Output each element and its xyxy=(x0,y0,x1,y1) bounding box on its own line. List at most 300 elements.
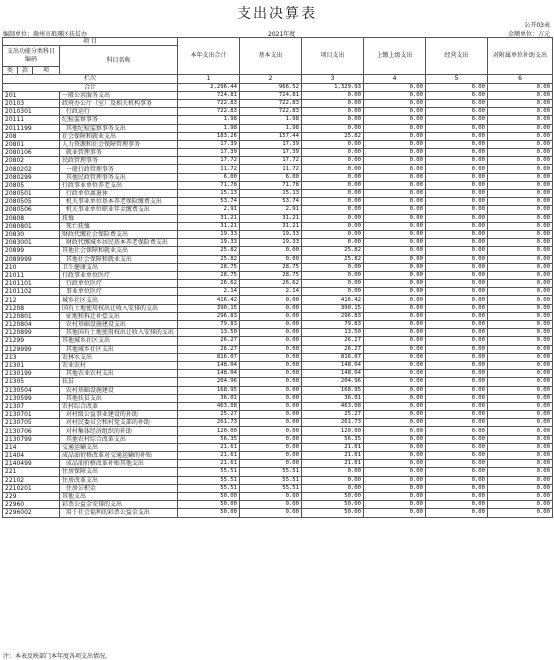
row-code: 2080801 xyxy=(3,222,60,230)
row-name: 住房改革支出 xyxy=(60,476,178,484)
row-value: 0.00 xyxy=(302,484,364,492)
row-value: 17.39 xyxy=(240,149,302,157)
row-value: 0.00 xyxy=(426,353,488,361)
row-value: 21.61 xyxy=(302,443,364,451)
row-value: 0.00 xyxy=(426,370,488,378)
row-value: 722.83 xyxy=(178,99,240,107)
row-value: 0.00 xyxy=(364,337,426,345)
row-name: 农村综合改革 xyxy=(60,402,178,410)
row-value: 0.00 xyxy=(364,165,426,173)
row-value: 17.72 xyxy=(178,157,240,165)
row-value: 26.27 xyxy=(302,345,364,353)
col-header-basic: 基本支出 xyxy=(240,38,302,75)
col-num-3: 3 xyxy=(302,75,364,83)
row-value: 0.00 xyxy=(426,149,488,157)
row-value: 463.08 xyxy=(302,402,364,410)
row-value: 157.44 xyxy=(240,132,302,140)
row-value: 0.00 xyxy=(488,296,553,304)
row-value: 168.95 xyxy=(302,386,364,394)
total-value: 0.00 xyxy=(488,83,553,91)
row-value: 2.14 xyxy=(178,288,240,296)
row-value: 50.00 xyxy=(302,492,364,500)
row-value: 0.00 xyxy=(488,181,553,189)
row-name: 事业单位医疗 xyxy=(60,288,178,296)
row-value: 0.00 xyxy=(364,329,426,337)
row-code: 2130799 xyxy=(3,435,60,443)
row-value: 0.00 xyxy=(426,255,488,263)
row-name: 农村基础设施建设 xyxy=(60,386,178,394)
row-value: 0.00 xyxy=(488,476,553,484)
row-name: 其他纪检监察事务支出 xyxy=(60,124,178,132)
row-code: 2010301 xyxy=(3,108,60,116)
row-value: 0.00 xyxy=(364,501,426,509)
row-name: 一般公共服务支出 xyxy=(60,91,178,99)
row-value: 55.51 xyxy=(178,476,240,484)
table-row xyxy=(3,304,553,312)
row-value: 0.00 xyxy=(364,378,426,386)
row-value: 0.00 xyxy=(488,443,553,451)
row-value: 0.00 xyxy=(240,419,302,427)
row-value: 0.00 xyxy=(426,468,488,476)
row-value: 55.51 xyxy=(178,484,240,492)
table-row xyxy=(3,378,553,386)
row-value: 1.98 xyxy=(178,116,240,124)
table-row xyxy=(3,140,553,148)
table-row xyxy=(3,509,553,517)
row-name: 其他支出 xyxy=(60,492,178,500)
table-row xyxy=(3,452,553,460)
row-code: 20802 xyxy=(3,157,60,165)
row-value: 0.00 xyxy=(364,132,426,140)
row-value: 0.00 xyxy=(488,206,553,214)
row-value: 0.00 xyxy=(488,173,553,181)
table-row xyxy=(3,361,553,369)
row-value: 0.00 xyxy=(364,116,426,124)
row-code: 2083001 xyxy=(3,239,60,247)
row-value: 261.73 xyxy=(302,419,364,427)
row-value: 25.82 xyxy=(178,247,240,255)
row-value: 0.00 xyxy=(302,214,364,222)
row-value: 0.00 xyxy=(426,443,488,451)
row-name: 卫生健康支出 xyxy=(60,263,178,271)
table-row xyxy=(3,190,553,198)
row-value: 28.75 xyxy=(178,271,240,279)
row-value: 0.00 xyxy=(302,165,364,173)
row-value: 120.00 xyxy=(302,427,364,435)
row-value: 17.39 xyxy=(178,140,240,148)
row-value: 0.00 xyxy=(426,394,488,402)
row-value: 17.39 xyxy=(178,149,240,157)
row-value: 0.00 xyxy=(240,337,302,345)
row-value: 148.04 xyxy=(178,361,240,369)
table-row xyxy=(3,501,553,509)
row-code: 2080501 xyxy=(3,190,60,198)
row-value: 722.83 xyxy=(178,108,240,116)
row-value: 0.00 xyxy=(488,157,553,165)
col-header-project: 项目支出 xyxy=(302,38,364,75)
row-value: 0.00 xyxy=(240,353,302,361)
row-value: 2.14 xyxy=(240,288,302,296)
row-value: 6.00 xyxy=(178,173,240,181)
row-value: 0.00 xyxy=(364,214,426,222)
row-code: 201 xyxy=(3,91,60,99)
row-value: 53.74 xyxy=(178,198,240,206)
row-value: 0.00 xyxy=(364,509,426,517)
row-value: 0.00 xyxy=(302,181,364,189)
row-value: 0.00 xyxy=(240,296,302,304)
row-value: 0.00 xyxy=(302,140,364,148)
row-name: 其他社会保障和就业支出 xyxy=(60,255,178,263)
row-value: 19.33 xyxy=(240,230,302,238)
total-value: 1,329.93 xyxy=(302,83,364,91)
table-row xyxy=(3,157,553,165)
table-row xyxy=(3,230,553,238)
row-code: 2130705 xyxy=(3,419,60,427)
row-code: 2296002 xyxy=(3,509,60,517)
row-value: 36.01 xyxy=(302,394,364,402)
row-value: 724.81 xyxy=(240,91,302,99)
row-value: 0.00 xyxy=(426,509,488,517)
row-value: 25.27 xyxy=(178,411,240,419)
row-name: 其他农村综合改革支出 xyxy=(60,435,178,443)
row-value: 0.00 xyxy=(240,402,302,410)
row-value: 0.00 xyxy=(364,435,426,443)
row-value: 21.61 xyxy=(178,452,240,460)
row-value: 0.00 xyxy=(488,99,553,107)
row-name: 财政代缴城乡居民基本养老保险费支出 xyxy=(60,239,178,247)
row-value: 21.61 xyxy=(302,452,364,460)
report-year: 2021年度 xyxy=(268,31,296,38)
row-value: 0.00 xyxy=(302,206,364,214)
row-name: 机关事业单位职业年金缴费支出 xyxy=(60,206,178,214)
row-value: 21.61 xyxy=(178,460,240,468)
row-value: 0.00 xyxy=(426,329,488,337)
row-value: 0.00 xyxy=(488,214,553,222)
row-name: 对村民委员会和村党支部的补助 xyxy=(60,419,178,427)
row-value: 0.00 xyxy=(240,492,302,500)
table-row xyxy=(3,280,553,288)
row-value: 0.00 xyxy=(488,280,553,288)
row-value: 0.00 xyxy=(426,345,488,353)
row-value: 25.82 xyxy=(178,255,240,263)
row-value: 17.72 xyxy=(240,157,302,165)
row-value: 0.00 xyxy=(240,509,302,517)
table-row xyxy=(3,460,553,468)
row-value: 26.62 xyxy=(240,280,302,288)
row-value: 0.00 xyxy=(364,239,426,247)
row-name: 其他农业农村支出 xyxy=(60,370,178,378)
row-name: 其他社会保障和就业支出 xyxy=(60,247,178,255)
row-name: 农村基础设施建设支出 xyxy=(60,321,178,329)
row-value: 0.00 xyxy=(488,394,553,402)
row-value: 21.61 xyxy=(178,443,240,451)
row-value: 0.00 xyxy=(426,378,488,386)
row-name: 行政单位医疗 xyxy=(60,280,178,288)
row-value: 55.51 xyxy=(240,484,302,492)
row-value: 0.00 xyxy=(426,492,488,500)
row-value: 0.00 xyxy=(426,132,488,140)
row-name: 纪检监察事务 xyxy=(60,116,178,124)
table-row xyxy=(3,353,553,361)
row-code: 21011 xyxy=(3,271,60,279)
total-value: 966.52 xyxy=(240,83,302,91)
row-value: 26.27 xyxy=(178,337,240,345)
row-value: 0.00 xyxy=(364,222,426,230)
row-name: 其他扶贫支出 xyxy=(60,394,178,402)
row-value: 0.00 xyxy=(426,230,488,238)
total-value: 2,296.44 xyxy=(178,83,240,91)
col-header-upper: 上缴上级支出 xyxy=(364,38,426,75)
row-value: 168.95 xyxy=(178,386,240,394)
row-value: 0.00 xyxy=(240,304,302,312)
table-row xyxy=(3,247,553,255)
row-value: 0.00 xyxy=(426,296,488,304)
row-value: 0.00 xyxy=(426,321,488,329)
row-value: 0.00 xyxy=(302,108,364,116)
row-value: 36.01 xyxy=(178,394,240,402)
row-value: 0.00 xyxy=(302,190,364,198)
row-value: 0.00 xyxy=(240,255,302,263)
row-code: 20808 xyxy=(3,214,60,222)
row-value: 0.00 xyxy=(302,271,364,279)
row-value: 0.00 xyxy=(426,419,488,427)
row-value: 0.00 xyxy=(426,288,488,296)
row-value: 0.00 xyxy=(488,484,553,492)
row-code: 2080299 xyxy=(3,173,60,181)
row-value: 390.15 xyxy=(302,304,364,312)
row-value: 0.00 xyxy=(240,329,302,337)
row-value: 0.00 xyxy=(488,468,553,476)
col-num-2: 2 xyxy=(240,75,302,83)
row-value: 0.00 xyxy=(426,157,488,165)
table-row xyxy=(3,165,553,173)
col-num-1: 1 xyxy=(178,75,240,83)
table-row xyxy=(3,214,553,222)
row-value: 0.00 xyxy=(426,476,488,484)
total-label: 合计 xyxy=(3,83,178,91)
row-value: 0.00 xyxy=(364,296,426,304)
row-value: 0.00 xyxy=(488,419,553,427)
row-value: 0.00 xyxy=(364,280,426,288)
row-value: 19.33 xyxy=(178,230,240,238)
name-header: 科目名称 xyxy=(60,46,178,75)
row-name: 成品油价格改革补贴其他支出 xyxy=(60,460,178,468)
row-value: 0.00 xyxy=(488,312,553,320)
row-value: 0.00 xyxy=(364,394,426,402)
row-value: 0.00 xyxy=(240,247,302,255)
row-value: 463.08 xyxy=(178,402,240,410)
col-num-4: 4 xyxy=(364,75,426,83)
row-code: 212 xyxy=(3,296,60,304)
row-value: 0.00 xyxy=(426,198,488,206)
row-value: 0.00 xyxy=(302,468,364,476)
row-value: 0.00 xyxy=(364,361,426,369)
row-name: 就业管理事务 xyxy=(60,149,178,157)
table-row xyxy=(3,173,553,181)
table-row xyxy=(3,427,553,435)
row-value: 0.00 xyxy=(426,501,488,509)
row-value: 6.00 xyxy=(240,173,302,181)
row-value: 26.62 xyxy=(178,280,240,288)
table-row xyxy=(3,492,553,500)
row-code: 20899 xyxy=(3,247,60,255)
row-value: 0.00 xyxy=(364,492,426,500)
row-value: 0.00 xyxy=(240,452,302,460)
row-value: 0.00 xyxy=(426,402,488,410)
row-code: 20111 xyxy=(3,116,60,124)
row-value: 0.00 xyxy=(302,239,364,247)
col-header-total: 本年支出合计 xyxy=(178,38,240,75)
row-value: 183.26 xyxy=(178,132,240,140)
table-row xyxy=(3,108,553,116)
table-row xyxy=(3,443,553,451)
row-value: 2.91 xyxy=(240,206,302,214)
row-value: 0.00 xyxy=(488,321,553,329)
table-row xyxy=(3,321,553,329)
row-value: 71.78 xyxy=(178,181,240,189)
row-value: 0.00 xyxy=(240,386,302,394)
row-value: 0.00 xyxy=(426,271,488,279)
row-value: 0.00 xyxy=(488,230,553,238)
row-name: 交通运输支出 xyxy=(60,443,178,451)
row-value: 0.00 xyxy=(364,370,426,378)
row-value: 0.00 xyxy=(364,304,426,312)
row-code: 21299 xyxy=(3,337,60,345)
row-code: 229 xyxy=(3,492,60,500)
row-value: 50.00 xyxy=(178,501,240,509)
form-number: 公开03表 xyxy=(524,22,550,29)
row-value: 0.00 xyxy=(488,132,553,140)
footnote: 注：本表反映部门本年度各项支出情况。 xyxy=(3,653,112,660)
row-name: 成品油价格改革对交通运输的补贴 xyxy=(60,452,178,460)
row-value: 25.82 xyxy=(302,132,364,140)
row-code: 21404 xyxy=(3,452,60,460)
row-code: 2130199 xyxy=(3,370,60,378)
row-value: 0.00 xyxy=(364,386,426,394)
row-value: 0.00 xyxy=(302,91,364,99)
row-value: 0.00 xyxy=(240,312,302,320)
row-value: 79.83 xyxy=(178,321,240,329)
row-code: 2080202 xyxy=(3,165,60,173)
xiang-header: 项 xyxy=(33,67,60,75)
row-value: 26.27 xyxy=(302,337,364,345)
row-name: 行政事业单位医疗 xyxy=(60,271,178,279)
table-row xyxy=(3,239,553,247)
row-value: 56.35 xyxy=(302,435,364,443)
kuan-header: 款 xyxy=(18,67,33,75)
row-value: 0.00 xyxy=(488,378,553,386)
row-value: 50.00 xyxy=(302,501,364,509)
row-value: 0.00 xyxy=(426,140,488,148)
row-value: 55.51 xyxy=(240,476,302,484)
row-value: 296.83 xyxy=(178,312,240,320)
row-code: 213 xyxy=(3,353,60,361)
row-code: 2120801 xyxy=(3,312,60,320)
row-value: 724.81 xyxy=(178,91,240,99)
row-code: 2130701 xyxy=(3,411,60,419)
table-row xyxy=(3,484,553,492)
row-code: 21301 xyxy=(3,361,60,369)
row-code: 22960 xyxy=(3,501,60,509)
row-name: 人力资源和社会保障管理事务 xyxy=(60,140,178,148)
row-value: 204.96 xyxy=(178,378,240,386)
row-value: 0.00 xyxy=(302,149,364,157)
table-row xyxy=(3,345,553,353)
lanci-label: 栏次 xyxy=(3,75,178,83)
row-value: 296.83 xyxy=(302,312,364,320)
item-header: 项 目 xyxy=(3,38,178,46)
row-value: 0.00 xyxy=(488,288,553,296)
row-value: 722.83 xyxy=(240,108,302,116)
row-code: 21208 xyxy=(3,304,60,312)
row-name: 住房保障支出 xyxy=(60,468,178,476)
row-name: 财政代缴社会保险费支出 xyxy=(60,230,178,238)
code-group-header: 支出功能分类科目编码 xyxy=(3,46,60,67)
row-value: 0.00 xyxy=(364,247,426,255)
table-row xyxy=(3,116,553,124)
row-name: 对村集体经济组织的补助 xyxy=(60,427,178,435)
table-row xyxy=(3,411,553,419)
row-value: 0.00 xyxy=(488,345,553,353)
row-name: 征地和拆迁补偿支出 xyxy=(60,312,178,320)
compiling-unit: 编制单位：滁州市琅琊区扶贫办 xyxy=(3,31,88,38)
row-value: 17.39 xyxy=(240,140,302,148)
row-name: 城乡社区支出 xyxy=(60,296,178,304)
table-row xyxy=(3,435,553,443)
row-value: 0.00 xyxy=(488,411,553,419)
row-value: 0.00 xyxy=(302,198,364,206)
row-value: 0.00 xyxy=(302,476,364,484)
row-value: 0.00 xyxy=(364,484,426,492)
row-value: 148.04 xyxy=(302,361,364,369)
expenditure-table xyxy=(2,37,553,518)
row-code: 20801 xyxy=(3,140,60,148)
total-row xyxy=(3,83,553,91)
row-name: 行政单位离退休 xyxy=(60,190,178,198)
table-row xyxy=(3,419,553,427)
row-value: 0.00 xyxy=(240,378,302,386)
row-value: 0.00 xyxy=(488,198,553,206)
row-value: 0.00 xyxy=(426,280,488,288)
row-code: 2101102 xyxy=(3,288,60,296)
row-value: 0.00 xyxy=(364,312,426,320)
row-value: 1.98 xyxy=(240,116,302,124)
row-value: 0.00 xyxy=(488,140,553,148)
row-value: 1.98 xyxy=(240,124,302,132)
row-code: 221 xyxy=(3,468,60,476)
row-name: 国有土地使用权出让收入安排的支出 xyxy=(60,304,178,312)
row-code: 2120804 xyxy=(3,321,60,329)
row-value: 0.00 xyxy=(426,484,488,492)
row-value: 0.00 xyxy=(364,321,426,329)
row-name: 抚恤 xyxy=(60,214,178,222)
table-row xyxy=(3,132,553,140)
row-value: 0.00 xyxy=(426,91,488,99)
row-value: 0.00 xyxy=(364,91,426,99)
table-row xyxy=(3,263,553,271)
row-value: 0.00 xyxy=(364,345,426,353)
row-code: 2089999 xyxy=(3,255,60,263)
row-value: 0.00 xyxy=(302,288,364,296)
row-code: 2120899 xyxy=(3,329,60,337)
row-name: 扶贫 xyxy=(60,378,178,386)
row-value: 120.00 xyxy=(178,427,240,435)
row-value: 0.00 xyxy=(488,239,553,247)
table-row xyxy=(3,255,553,263)
row-value: 0.00 xyxy=(302,280,364,288)
row-value: 25.82 xyxy=(302,255,364,263)
row-value: 0.00 xyxy=(364,419,426,427)
